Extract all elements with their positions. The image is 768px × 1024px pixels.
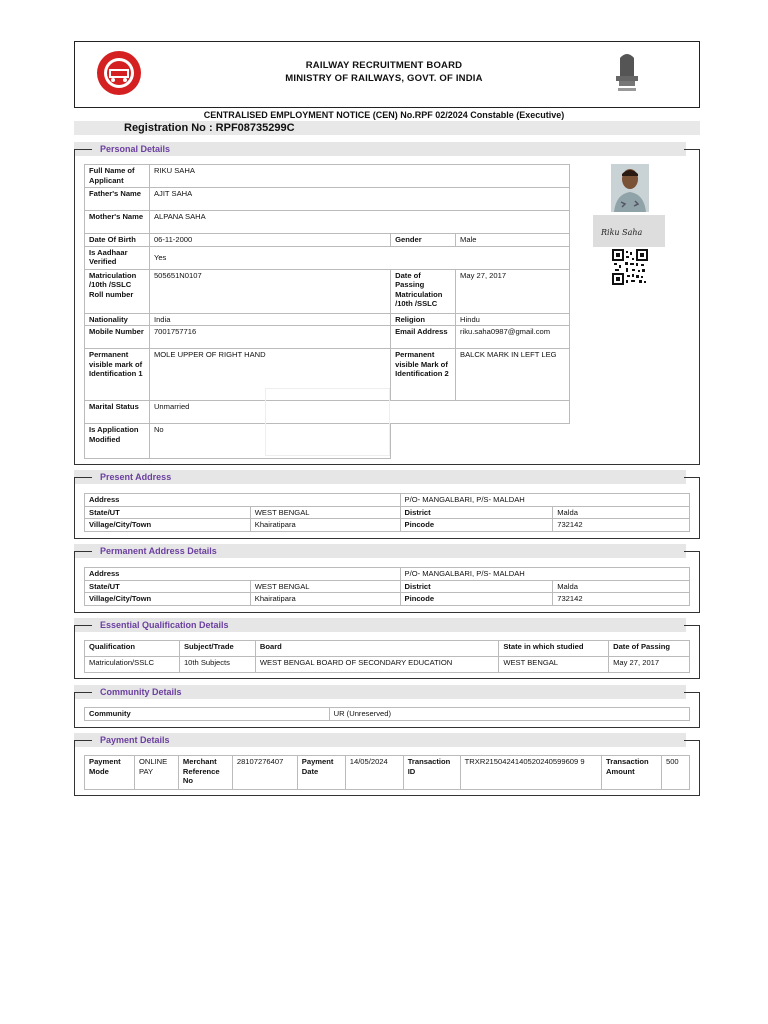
label: Matriculation /10th /SSLC Roll number [85,269,150,313]
present-pincode: 732142 [553,519,690,532]
transaction-amount: 500 [661,756,689,790]
ministry-title: MINISTRY OF RAILWAYS, GOVT. OF INDIA [285,73,483,84]
present-address: P/O- MANGALBARI, P/S- MALDAH [400,494,689,507]
label: Mobile Number [85,326,150,349]
present-district: Malda [553,506,690,519]
subject-cell: 10th Subjects [179,657,255,673]
label: Pincode [400,593,553,606]
community-value: UR (Unreserved) [329,708,689,721]
pass-date: May 27, 2017 [456,269,570,313]
mobile: 7001757716 [149,326,390,349]
permanent-state: WEST BENGAL [250,580,400,593]
label: Address [85,494,401,507]
label: Transaction Amount [602,756,662,790]
label: Email Address [391,326,456,349]
empty-cell [391,424,456,459]
national-emblem-icon [610,50,644,94]
present-state: WEST BENGAL [250,506,400,519]
empty-cell [456,424,570,459]
matric-roll: 505651N0107 [149,269,390,313]
gender: Male [456,234,570,247]
registration-number: Registration No : RPF08735299C [124,122,295,134]
religion: Hindu [456,313,570,326]
payment-mode: ONLINE PAY [134,756,178,790]
label: Full Name of Applicant [85,165,150,188]
label: Pincode [400,519,553,532]
modified: No [149,424,390,459]
board-title: RAILWAY RECRUITMENT BOARD [305,60,463,71]
payment-table [84,755,690,790]
label: Merchant Reference No [178,756,232,790]
label: Date Of Birth [85,234,150,247]
board-cell: WEST BENGAL BOARD OF SECONDARY EDUCATION [255,657,498,673]
label: Is Aadhaar Verified [85,246,150,269]
column-header: Date of Passing [609,641,690,657]
label: State/UT [85,506,251,519]
mark-1: MOLE UPPER OF RIGHT HAND [149,349,390,401]
label: Payment Date [297,756,345,790]
full-name: RIKU SAHA [149,165,569,188]
present-address-table [84,493,690,532]
marital-status: Unmarried [149,401,569,424]
permanent-village: Khairatipara [250,593,400,606]
community-table [84,707,690,721]
permanent-district: Malda [553,580,690,593]
label: Father's Name [85,188,150,211]
label: Payment Mode [85,756,135,790]
label: Address [85,568,401,581]
permanent-section-title: Permanent Address Details [100,546,217,556]
cen-notice: CENTRALISED EMPLOYMENT NOTICE (CEN) No.RPF 02/2024 Constable (Executive) [203,110,565,120]
personal-section-title: Personal Details [100,144,171,154]
label: Is Application Modified [85,424,150,459]
label: District [400,580,553,593]
label: Gender [391,234,456,247]
dob: 06-11-2000 [149,234,390,247]
permanent-pincode: 732142 [553,593,690,606]
mother-name: ALPANA SAHA [149,211,569,234]
permanent-address-table [84,567,690,606]
state-cell: WEST BENGAL [499,657,609,673]
merchant-ref: 28107276407 [232,756,297,790]
label: Community [85,708,330,721]
label: Village/City/Town [85,593,251,606]
label: Permanent visible mark of Identification 1 [85,349,150,401]
qualification-table [84,640,690,673]
label: Date of Passing Matriculation /10th /SSLC [391,269,456,313]
label: State/UT [85,580,251,593]
label: District [400,506,553,519]
qualification-cell: Matriculation/SSLC [85,657,180,673]
passing-date-cell: May 27, 2017 [609,657,690,673]
signature-handwriting: Riku Saha [601,228,643,237]
payment-date: 14/05/2024 [345,756,403,790]
column-header: Board [255,641,498,657]
column-header: State in which studied [499,641,609,657]
column-header: Qualification [85,641,180,657]
label: Marital Status [85,401,150,424]
label: Village/City/Town [85,519,251,532]
payment-section-title: Payment Details [100,735,170,745]
community-section-title: Community Details [100,687,182,697]
watermark [265,388,390,456]
nationality: India [149,313,390,326]
label: Transaction ID [403,756,460,790]
present-section-title: Present Address [100,472,172,482]
mark-2: BALCK MARK IN LEFT LEG [456,349,570,401]
aadhaar-verified: Yes [149,246,569,269]
father-name: AJIT SAHA [149,188,569,211]
present-village: Khairatipara [250,519,400,532]
email: riku.saha0987@gmail.com [456,326,570,349]
column-header: Subject/Trade [179,641,255,657]
applicant-photo [611,164,649,212]
transaction-id: TRXR2150424140520240599609 9 [460,756,601,790]
label: Mother's Name [85,211,150,234]
label: Religion [391,313,456,326]
qualification-section-title: Essential Qualification Details [100,620,229,630]
permanent-address: P/O- MANGALBARI, P/S- MALDAH [400,568,689,581]
signature [593,215,665,247]
label: Nationality [85,313,150,326]
label: Permanent visible Mark of Identification 2 [391,349,456,401]
qr-code [612,249,648,285]
